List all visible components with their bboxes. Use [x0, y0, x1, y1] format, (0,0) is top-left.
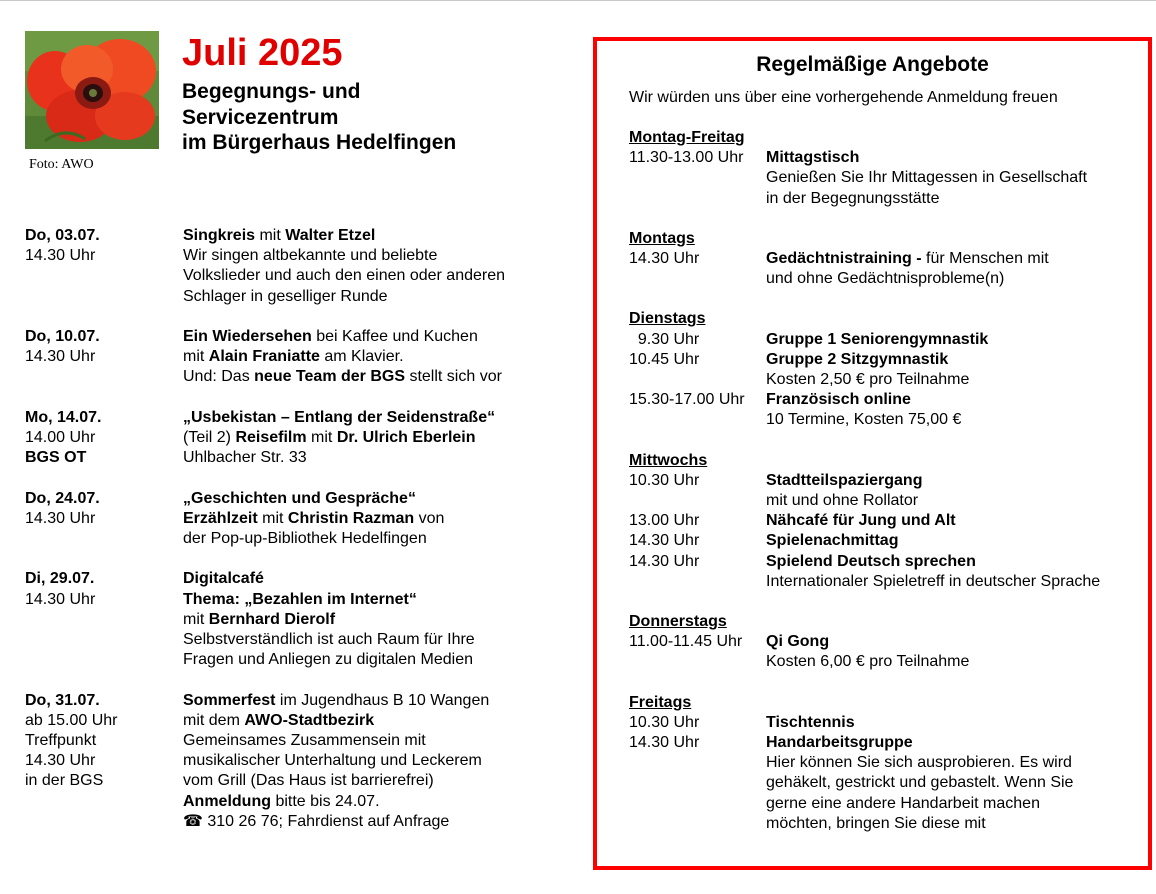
- weekday-block: [629, 309, 1149, 430]
- offer-time: 11.30-13.00 Uhr: [629, 149, 744, 167]
- offer-item: [629, 632, 1149, 672]
- text: vom Grill (Das Haus ist barrierefrei): [183, 772, 434, 790]
- text-line: [766, 491, 1149, 511]
- text-line: [183, 650, 565, 670]
- text: in der Begegnungsstätte: [766, 189, 940, 207]
- subtitle-line: Begegnungs- und: [182, 80, 361, 103]
- event-date: [25, 226, 175, 266]
- text: Kosten 6,00 € pro Teilnahme: [766, 653, 970, 671]
- event-list: [25, 226, 565, 852]
- event-time: 14.30 Uhr: [25, 752, 96, 770]
- weekday-label: Freitags: [629, 693, 692, 711]
- text-line: [766, 572, 1149, 592]
- event-description: [183, 691, 565, 832]
- text-line: [766, 652, 1149, 672]
- event-date: [25, 691, 175, 792]
- bold-text: Anmeldung: [183, 792, 271, 810]
- text-line: [183, 771, 565, 791]
- event-day: Mo, 14.07.: [25, 408, 102, 426]
- text: und ohne Gedächtnisprobleme(n): [766, 270, 1005, 288]
- page-title: Juli 2025: [182, 32, 343, 74]
- text: der Pop-up-Bibliothek Hedelfingen: [183, 530, 427, 547]
- event-date: [25, 569, 175, 609]
- text: bitte bis 24.07.: [271, 792, 380, 810]
- text: gehäkelt, gestrickt und gebastelt. Wenn Sie: [766, 774, 1074, 792]
- offer-time: 10.30 Uhr: [629, 471, 700, 489]
- text-line: [766, 350, 1149, 370]
- offer-item: [629, 390, 1149, 430]
- bold-text: Spielenachmittag: [766, 532, 899, 550]
- offer-description: [766, 330, 1149, 350]
- offer-description: [766, 471, 1149, 511]
- event-time: 14.00 Uhr: [25, 429, 96, 446]
- weekday-label: Dienstags: [629, 310, 706, 328]
- event-entry: [25, 327, 565, 388]
- bold-text: Französisch online: [766, 391, 911, 409]
- text-line: [183, 327, 565, 347]
- text-line: [766, 713, 1149, 733]
- text-line: [183, 751, 565, 771]
- text: Fragen und Anliegen zu digitalen Medien: [183, 651, 473, 669]
- bold-text: Spielend Deutsch sprechen: [766, 552, 976, 570]
- offer-item: [629, 713, 1149, 733]
- text: musikalischer Unterhaltung und Leckerem: [183, 752, 482, 770]
- offer-item: [629, 249, 1149, 289]
- offer-description: [766, 249, 1149, 289]
- bold-text: Tischtennis: [766, 713, 855, 731]
- text: Schlager in geselliger Runde: [183, 287, 388, 305]
- text: Internationaler Spieletreff in deutscher Sprache: [766, 572, 1101, 590]
- text-line: [183, 529, 565, 549]
- text-line: [183, 731, 565, 751]
- offer-time: 13.00 Uhr: [629, 512, 700, 530]
- text: möchten, bringen Sie diese mit: [766, 814, 986, 832]
- text-line: [766, 249, 1149, 269]
- subtitle-line: im Bürgerhaus Hedelfingen: [182, 131, 457, 154]
- event-day: Do, 24.07.: [25, 489, 100, 507]
- offer-time: 10.30 Uhr: [629, 713, 700, 731]
- text: mit: [183, 610, 209, 628]
- event-entry: [25, 226, 565, 307]
- offer-item: [629, 148, 1149, 209]
- text-line: [766, 733, 1149, 753]
- weekday-label: Montag-Freitag: [629, 129, 745, 146]
- event-entry: [25, 489, 565, 550]
- bold-text: Handarbeitsgruppe: [766, 734, 913, 752]
- poppy-photo: [25, 31, 159, 149]
- text: mit: [255, 227, 286, 244]
- bold-text: Digitalcafé: [183, 570, 264, 588]
- bold-text: Alain Franiatte: [208, 348, 320, 366]
- bold-text: Nähcafé für Jung und Alt: [766, 512, 956, 530]
- event-entry: [25, 569, 565, 670]
- event-description: [183, 489, 565, 550]
- text: mit: [257, 509, 288, 527]
- text: Genießen Sie Ihr Mittagessen in Gesellschaft: [766, 169, 1088, 187]
- top-divider: [0, 0, 1156, 1]
- text-line: [766, 370, 1149, 390]
- offer-time: 14.30 Uhr: [629, 734, 700, 752]
- text-line: [183, 610, 565, 630]
- subtitle: [182, 79, 456, 156]
- offer-item: [629, 471, 1149, 511]
- text-line: [766, 531, 1149, 551]
- weekday-label: Mittwochs: [629, 451, 708, 469]
- bold-text: Gedächtnistraining -: [766, 250, 922, 268]
- offer-description: [766, 733, 1149, 834]
- event-time: in der BGS: [25, 772, 104, 790]
- offer-description: [766, 552, 1149, 592]
- text-line: [183, 448, 565, 468]
- offer-description: [766, 632, 1149, 672]
- offer-description: [766, 148, 1149, 209]
- text: von: [414, 509, 445, 527]
- weekday-block: [629, 693, 1149, 834]
- bold-text: Singkreis: [183, 227, 256, 244]
- text-line: [766, 632, 1149, 652]
- bold-text: Qi Gong: [766, 633, 830, 651]
- text: (Teil 2): [183, 429, 236, 446]
- text: Kosten 2,50 € pro Teilnahme: [766, 371, 970, 389]
- offer-item: [629, 552, 1149, 592]
- event-entry: [25, 408, 565, 469]
- text-line: [183, 287, 565, 307]
- bold-text: „Usbekistan – Entlang der Seidenstraße“: [183, 408, 496, 426]
- text: mit: [183, 348, 209, 366]
- offer-description: [766, 350, 1149, 390]
- event-date: [25, 408, 175, 469]
- offer-time: 14.30 Uhr: [629, 250, 700, 268]
- text: stellt sich vor: [405, 368, 502, 386]
- event-time: Treffpunkt: [25, 732, 97, 749]
- text-line: [766, 269, 1149, 289]
- text: Wir singen altbekannte und beliebte: [183, 247, 438, 265]
- text: mit: [306, 429, 337, 446]
- bold-text: Dr. Ulrich Eberlein: [336, 429, 476, 446]
- offer-time: 9.30 Uhr: [629, 330, 700, 348]
- text: am Klavier.: [319, 348, 404, 366]
- bold-text: neue Team der BGS: [254, 368, 405, 386]
- bold-text: Erzählzeit: [183, 509, 258, 527]
- offer-item: [629, 531, 1149, 551]
- bold-text: Bernhard Dierolf: [208, 610, 336, 628]
- offer-description: [766, 511, 1149, 531]
- offer-item: [629, 511, 1149, 531]
- text: Selbstverständlich ist auch Raum für Ihre: [183, 631, 475, 648]
- event-day: Do, 31.07.: [25, 691, 100, 709]
- text: Und: Das: [183, 368, 255, 386]
- bold-text: Walter Etzel: [285, 227, 376, 244]
- text-line: [766, 168, 1149, 188]
- event-day: Do, 10.07.: [25, 328, 100, 345]
- text-line: [183, 428, 565, 448]
- text-line: [183, 812, 565, 832]
- text: Hier können Sie sich ausprobieren. Es wird: [766, 754, 1072, 772]
- text: im Jugendhaus B 10 Wangen: [275, 691, 490, 709]
- bold-text: Stadtteilspaziergang: [766, 471, 923, 489]
- text: Uhlbacher Str. 33: [183, 449, 307, 467]
- text-line: [183, 347, 565, 367]
- regular-offers-box: [593, 37, 1152, 870]
- regular-offers-intro: Wir würden uns über eine vorhergehende Anmeldung freuen: [629, 89, 1058, 106]
- event-entry: [25, 691, 565, 832]
- text-line: [766, 330, 1149, 350]
- bold-text: „Geschichten und Gespräche“: [183, 489, 416, 507]
- offer-description: [766, 531, 1149, 551]
- event-description: [183, 408, 565, 469]
- text-line: [183, 489, 565, 509]
- offer-item: [629, 350, 1149, 390]
- subtitle-line: Servicezentrum: [182, 105, 339, 129]
- regular-offers-title: Regelmäßige Angebote: [756, 53, 989, 76]
- offer-time: 11.00-11.45 Uhr: [629, 633, 743, 651]
- text-line: [183, 711, 565, 731]
- weekday-block: [629, 128, 1149, 209]
- text-line: [183, 792, 565, 812]
- text: Gemeinsames Zusammensein mit: [183, 732, 426, 749]
- bold-text: Sommerfest: [183, 691, 276, 709]
- text: für Menschen mit: [921, 250, 1049, 268]
- weekday-block: [629, 229, 1149, 290]
- event-time: 14.30 Uhr: [25, 348, 96, 366]
- event-day: Do, 03.07.: [25, 227, 100, 244]
- bold-text: Mittagstisch: [766, 149, 860, 167]
- bold-text: Gruppe 2 Sitzgymnastik: [766, 350, 949, 368]
- event-date: [25, 489, 175, 529]
- text-line: [183, 569, 565, 589]
- event-time: 14.30 Uhr: [25, 247, 96, 265]
- event-description: [183, 327, 565, 388]
- weekday-label: Donnerstags: [629, 613, 727, 631]
- text-line: [183, 509, 565, 529]
- text: ☎ 310 26 76; Fahrdienst auf Anfrage: [183, 812, 450, 830]
- offer-item: [629, 733, 1149, 834]
- text-line: [183, 691, 565, 711]
- offer-time: 14.30 Uhr: [629, 552, 700, 570]
- text-line: [183, 266, 565, 286]
- event-time: 14.30 Uhr: [25, 509, 96, 527]
- bold-text: Christin Razman: [287, 509, 415, 527]
- event-time: 14.30 Uhr: [25, 590, 96, 608]
- bold-text: AWO-Stadtbezirk: [244, 711, 375, 729]
- text-line: [766, 794, 1149, 814]
- event-day: Di, 29.07.: [25, 570, 95, 588]
- text-line: [766, 390, 1149, 410]
- text: mit dem: [183, 711, 245, 729]
- bold-text: Gruppe 1 Seniorengymnastik: [766, 330, 989, 348]
- weekday-block: [629, 451, 1149, 592]
- photo-credit: Foto: AWO: [29, 157, 94, 172]
- weekday-label: Montags: [629, 229, 695, 247]
- text-line: [183, 367, 565, 387]
- event-date: [25, 327, 175, 367]
- text-line: [766, 814, 1149, 834]
- event-time: BGS OT: [25, 449, 87, 467]
- offer-description: [766, 390, 1149, 430]
- offer-time: 14.30 Uhr: [629, 532, 700, 550]
- weekly-schedule: [629, 128, 1149, 854]
- text-line: [183, 630, 565, 650]
- text-line: [766, 148, 1149, 168]
- text: Volkslieder und auch den einen oder anderen: [183, 267, 506, 285]
- text-line: [766, 552, 1149, 572]
- weekday-block: [629, 612, 1149, 673]
- bold-text: Thema: „Bezahlen im Internet“: [183, 590, 417, 608]
- text: mit und ohne Rollator: [766, 492, 919, 510]
- offer-time: 10.45 Uhr: [629, 350, 700, 368]
- text-line: [766, 773, 1149, 793]
- text: 10 Termine, Kosten 75,00 €: [766, 411, 962, 429]
- text-line: [766, 189, 1149, 209]
- event-time: ab 15.00 Uhr: [25, 711, 118, 729]
- event-description: [183, 226, 565, 307]
- offer-item: [629, 330, 1149, 350]
- text-line: [183, 590, 565, 610]
- event-description: [183, 569, 565, 670]
- text-line: [766, 753, 1149, 773]
- bold-text: Reisefilm: [235, 429, 307, 446]
- text: gerne eine andere Handarbeit machen: [766, 794, 1040, 812]
- text-line: [766, 410, 1149, 430]
- offer-description: [766, 713, 1149, 733]
- text-line: [766, 471, 1149, 491]
- text-line: [766, 511, 1149, 531]
- text-line: [183, 246, 565, 266]
- text-line: [183, 226, 565, 246]
- text: bei Kaffee und Kuchen: [311, 328, 478, 345]
- bold-text: Ein Wiedersehen: [183, 328, 312, 345]
- text-line: [183, 408, 565, 428]
- offer-time: 15.30-17.00 Uhr: [629, 391, 745, 409]
